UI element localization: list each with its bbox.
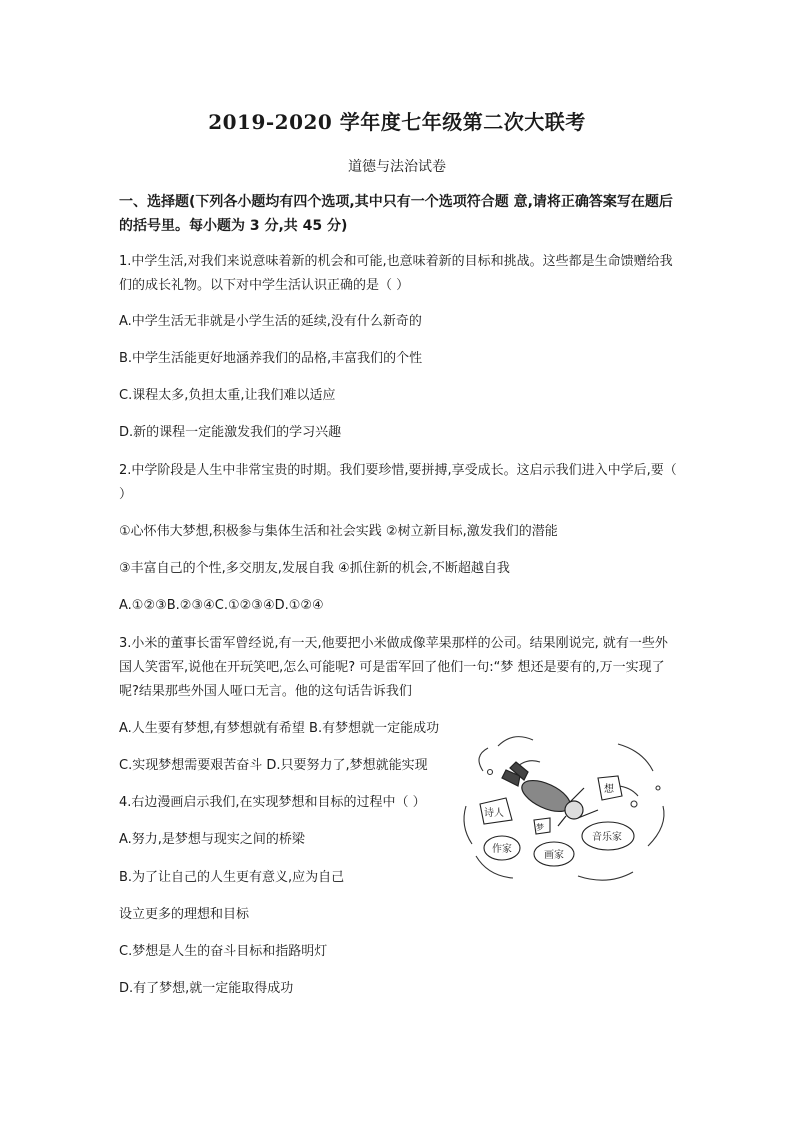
question-4-option-d: D.有了梦想,就一定能取得成功 [119, 981, 294, 996]
question-1-option-d: D.新的课程一定能激发我们的学习兴趣 [119, 425, 342, 440]
painter-label: 画家 [544, 850, 564, 861]
musician-label: 音乐家 [592, 832, 622, 843]
dream-label: 梦 [536, 823, 544, 832]
question-4-stem: 4.右边漫画启示我们,在实现梦想和目标的过程中（ ） [119, 795, 426, 810]
question-3-options-cd: C.实现梦想需要艰苦奋斗 D.只要努力了,梦想就能实现 [119, 758, 428, 773]
think-label: 想 [604, 784, 614, 795]
question-1-option-b: B.中学生活能更好地涵养我们的品格,丰富我们的个性 [119, 351, 423, 366]
dream-cartoon-illustration [458, 726, 676, 888]
question-2-statements-2: ③丰富自己的个性,多交朋友,发展自我 ④抓住新的机会,不断超越自我 [119, 561, 510, 576]
question-2-stem: 2.中学阶段是人生中非常宝贵的时期。我们要珍惜,要拼搏,享受成长。这启示我们进入中学后,要（ ） [119, 463, 677, 502]
poet-label: 诗人 [484, 808, 504, 819]
question-1-option-c: C.课程太多,负担太重,让我们难以适应 [119, 388, 336, 403]
page-subtitle: 道德与法治试卷 [348, 159, 446, 175]
section-heading: 一、选择题(下列各小题均有四个选项,其中只有一个选项符合题 意,请将正确答案写在题后的括号里。每小题为 3 分,共 45 分) [119, 194, 673, 234]
question-1-option-a: A.中学生活无非就是小学生活的延续,没有什么新奇的 [119, 314, 422, 329]
question-1-stem: 1.中学生活,对我们来说意味着新的机会和可能,也意味着新的目标和挑战。这些都是生命馈赠给我们的成长礼物。以下对中学生活认识正确的是（ ） [119, 254, 673, 293]
question-3-stem: 3.小米的董事长雷军曾经说,有一天,他要把小米做成像苹果那样的公司。结果刚说完, 就有一些外国人笑雷军,说他在开玩笑吧,怎么可能呢? 可是雷军回了他们一句:“梦 想还是要有的,万一实现了呢?结果那些外国人哑口无言。他的这句话告诉我们 [119, 636, 668, 699]
question-4-option-a: A.努力,是梦想与现实之间的桥梁 [119, 832, 305, 847]
question-2-statements-1: ①心怀伟大梦想,积极参与集体生活和社会实践 ②树立新目标,激发我们的潜能 [119, 524, 558, 539]
question-2-options: A.①②③B.②③④C.①②③④D.①②④ [119, 598, 324, 613]
person-figure [502, 762, 598, 826]
question-3-options-ab: A.人生要有梦想,有梦想就有希望 B.有梦想就一定能成功 [119, 721, 440, 736]
page-title: 2019-2020 学年度七年级第二次大联考 [208, 110, 586, 134]
question-4-option-b-line2: 设立更多的理想和目标 [119, 907, 250, 922]
question-4-option-b-line1: B.为了让自己的人生更有意义,应为自己 [119, 870, 345, 885]
question-4-option-c: C.梦想是人生的奋斗目标和指路明灯 [119, 944, 328, 959]
writer-label: 作家 [492, 844, 512, 855]
